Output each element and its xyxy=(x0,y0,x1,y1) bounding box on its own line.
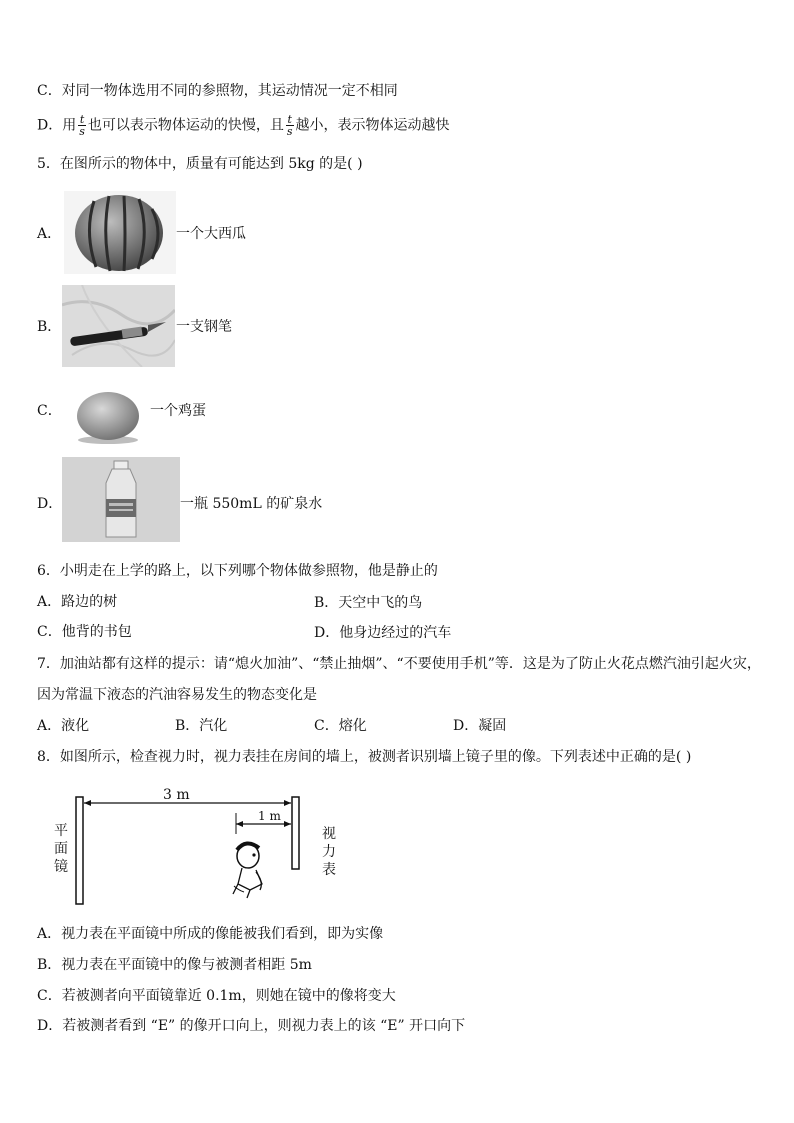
q6-option-d: D．他身边经过的汽车 xyxy=(314,625,452,641)
q5-stem: 5．在图所示的物体中，质量有可能达到 5kg 的是( ) xyxy=(37,156,363,172)
person-figure xyxy=(233,843,262,898)
eye-chart-board xyxy=(292,797,299,869)
q8-option-b: B．视力表在平面镜中的像与被测者相距 5m xyxy=(37,957,312,973)
egg-image xyxy=(74,388,142,446)
q5-option-d-letter: D． xyxy=(37,496,63,512)
q8-option-a: A．视力表在平面镜中所成的像能被我们看到，即为实像 xyxy=(37,926,384,942)
q4-option-d xyxy=(37,114,450,148)
q8-option-c: C．若被测者向平面镜靠近 0.1m，则她在镜中的像将变大 xyxy=(37,988,396,1004)
q7-option-c: C．熔化 xyxy=(314,718,367,734)
mirror-label: 平 面 镜 xyxy=(54,823,68,875)
t-over-s-fraction-1: $\frac{t}{s}$ xyxy=(79,113,85,138)
q8-stem: 8．如图所示，检查视力时，视力表挂在房间的墙上，被测者识别墙上镜子里的像。下列表述中正确的是( ) xyxy=(37,749,692,765)
q6-option-a: A．路边的树 xyxy=(37,594,118,610)
watermelon-image xyxy=(64,191,176,274)
q6-option-c: C．他背的书包 xyxy=(37,624,132,640)
plane-mirror xyxy=(76,797,83,904)
q8-option-d: D．若被测者看到 “E” 的像开口向上，则视力表上的该 “E” 开口向下 xyxy=(37,1018,466,1034)
q5-option-c-caption: 一个鸡蛋 xyxy=(150,403,206,419)
q4-option-d-mid: 也可以表示物体运动的快慢，且 xyxy=(87,117,284,134)
q7-option-d: D．凝固 xyxy=(453,718,507,734)
eye-test-diagram xyxy=(50,786,350,911)
label-3m: 3 m xyxy=(163,787,190,803)
eye-chart-label: 视 力 表 xyxy=(322,826,336,878)
pen-image xyxy=(62,285,175,367)
q7-option-b: B．汽化 xyxy=(175,718,228,734)
q5-option-c-letter: C． xyxy=(37,403,62,419)
q7-stem-line2: 因为常温下液态的汽油容易发生的物态变化是 xyxy=(37,687,317,703)
q5-option-a-caption: 一个大西瓜 xyxy=(176,226,246,242)
label-1m: 1 m xyxy=(258,809,281,823)
q5-option-a-letter: A． xyxy=(37,226,62,242)
q5-option-b-letter: B． xyxy=(37,319,62,335)
q4-option-d-suffix: 越小，表示物体运动越快 xyxy=(295,117,450,134)
q4-option-d-prefix: D．用 xyxy=(37,117,77,134)
q7-stem-line1: 7．加油站都有这样的提示：请“熄火加油”、“禁止抽烟”、“不要使用手机”等．这是为了防止火花点燃汽油引起火灾， xyxy=(37,656,761,672)
q6-option-b: B．天空中飞的鸟 xyxy=(314,595,423,611)
q7-option-a: A．液化 xyxy=(37,718,90,734)
q4-option-c: C．对同一物体选用不同的参照物，其运动情况一定不相同 xyxy=(37,83,398,99)
q5-option-d-caption: 一瓶 550mL 的矿泉水 xyxy=(180,496,323,512)
q5-option-b-caption: 一支钢笔 xyxy=(176,319,232,335)
q6-stem: 6．小明走在上学的路上，以下列哪个物体做参照物，他是静止的 xyxy=(37,563,438,579)
t-over-s-fraction-2: $\frac{t}{s}$ xyxy=(286,113,293,138)
water-bottle-image xyxy=(62,457,180,542)
